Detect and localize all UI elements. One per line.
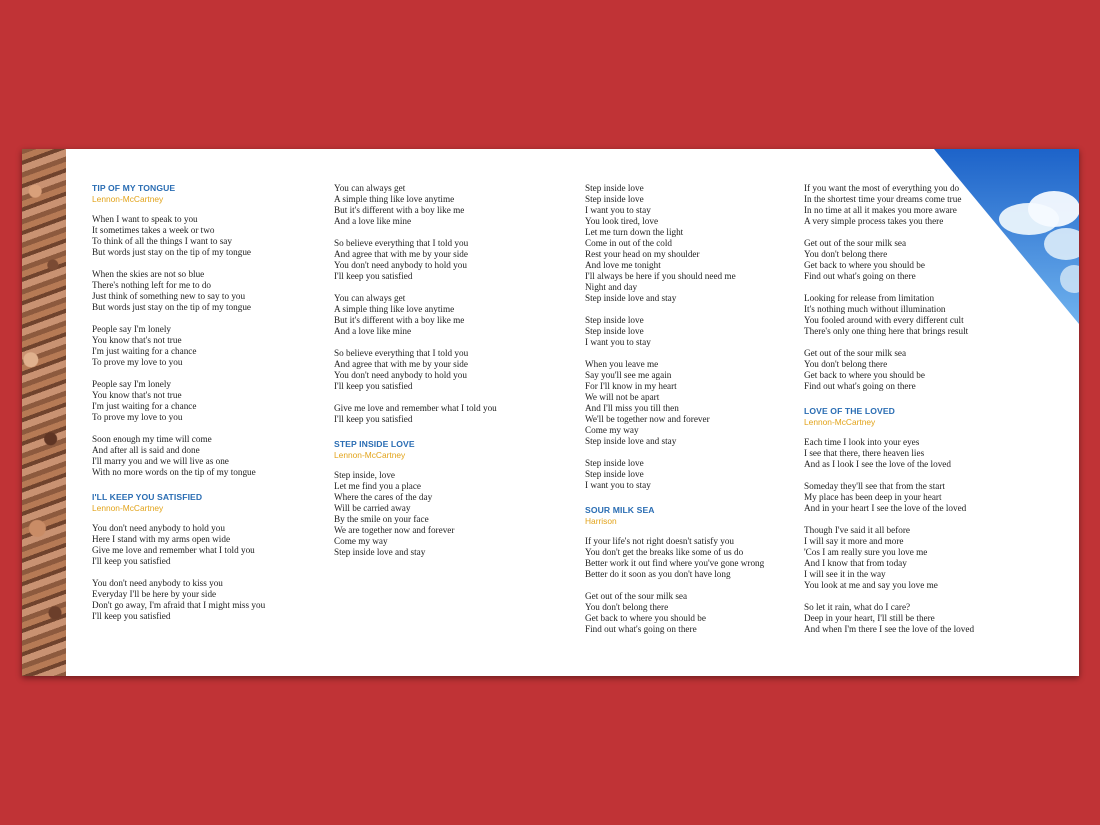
lyric-line: We are together now and forever xyxy=(334,525,455,535)
lyric-stanza xyxy=(334,403,497,425)
lyric-line: You fooled around with every different cult xyxy=(804,315,964,325)
lyric-stanza xyxy=(334,238,497,282)
song-author: Lennon-McCartney xyxy=(334,450,406,460)
lyric-line: But it's different with a boy like me xyxy=(334,205,465,215)
lyric-line: Get out of the sour milk sea xyxy=(585,591,688,601)
lyrics-column-4 xyxy=(804,183,974,649)
lyric-line: You know that's not true xyxy=(92,390,182,400)
song-block xyxy=(585,183,764,491)
lyric-stanza xyxy=(804,183,974,227)
lyric-line: So let it rain, what do I care? xyxy=(804,602,911,612)
lyric-line: Step inside love xyxy=(585,326,644,336)
lyric-line: You don't need anybody to hold you xyxy=(334,260,467,270)
lyric-line: Will be carried away xyxy=(334,503,411,513)
lyric-line: Step inside love xyxy=(585,183,644,193)
lyric-line: And when I'm there I see the love of the loved xyxy=(804,624,975,634)
lyric-line: Step inside love and stay xyxy=(585,436,677,446)
song-block xyxy=(92,492,265,622)
lyric-stanza xyxy=(585,458,764,491)
lyric-line: And agree that with me by your side xyxy=(334,249,468,259)
lyric-line: It's nothing much without illumination xyxy=(804,304,946,314)
lyric-line: You can always get xyxy=(334,293,406,303)
lyric-line: Let me turn down the light xyxy=(585,227,684,237)
lyric-stanza xyxy=(585,183,764,304)
lyric-line: Step inside love xyxy=(585,458,644,468)
lyric-line: I want you to stay xyxy=(585,480,651,490)
lyric-line: So believe everything that I told you xyxy=(334,348,469,358)
lyric-stanza xyxy=(804,293,974,337)
lyric-line: A simple thing like love anytime xyxy=(334,194,455,204)
song-author: Lennon-McCartney xyxy=(804,417,876,427)
lyric-line: Step inside love and stay xyxy=(334,547,426,557)
lyric-line: You look at me and say you love me xyxy=(804,580,938,590)
lyric-stanza xyxy=(585,536,764,580)
lyric-line: You don't belong there xyxy=(804,359,888,369)
lyric-line: When I want to speak to you xyxy=(92,214,198,224)
lyric-line: To prove my love to you xyxy=(92,357,183,367)
lyric-line: Someday they'll see that from the start xyxy=(804,481,945,491)
lyric-stanza xyxy=(92,324,265,368)
lyrics-column-2 xyxy=(334,183,497,572)
song-block xyxy=(804,183,974,392)
lyric-line: Step inside love xyxy=(585,315,644,325)
lyric-line: People say I'm lonely xyxy=(92,324,171,334)
lyric-line: To think of all the things I want to say xyxy=(92,236,232,246)
song-block xyxy=(334,439,497,558)
lyric-line: Find out what's going on there xyxy=(804,271,916,281)
lyric-line: A simple thing like love anytime xyxy=(334,304,455,314)
lyric-line: Get out of the sour milk sea xyxy=(804,238,907,248)
lyric-line: I want you to stay xyxy=(585,337,651,347)
lyric-line: You look tired, love xyxy=(585,216,659,226)
lyric-line: Find out what's going on there xyxy=(585,624,697,634)
lyric-line: I want you to stay xyxy=(585,205,651,215)
lyric-line: And I'll miss you till then xyxy=(585,403,679,413)
lyric-line: I'll marry you and we will live as one xyxy=(92,456,229,466)
lyric-line: Get back to where you should be xyxy=(804,370,925,380)
lyric-line: Step inside love xyxy=(585,194,644,204)
lyric-stanza xyxy=(92,523,265,567)
song-block xyxy=(92,183,265,478)
lyric-line: Where the cares of the day xyxy=(334,492,433,502)
lyric-stanza xyxy=(585,359,764,447)
lyric-line: I'll keep you satisfied xyxy=(92,556,171,566)
lyric-line: It sometimes takes a week or two xyxy=(92,225,215,235)
lyric-line: You don't need anybody to hold you xyxy=(92,523,225,533)
lyric-line: We'll be together now and forever xyxy=(585,414,710,424)
lyric-line: I see that there, there heaven lies xyxy=(804,448,925,458)
lyric-stanza xyxy=(585,591,764,635)
song-title: I'LL KEEP YOU SATISFIED xyxy=(92,492,203,502)
lyric-stanza xyxy=(804,348,974,392)
lyric-line: With no more words on the tip of my tongue xyxy=(92,467,256,477)
lyric-line: I'll keep you satisfied xyxy=(334,271,413,281)
lyric-line: You don't need anybody to kiss you xyxy=(92,578,223,588)
lyric-line: You don't get the breaks like some of us do xyxy=(585,547,744,557)
lyric-line: Deep in your heart, I'll still be there xyxy=(804,613,935,623)
lyric-line: Better work it out find where you've gone wrong xyxy=(585,558,765,568)
lyric-line: There's only one thing here that brings result xyxy=(804,326,969,336)
lyric-line: There's nothing left for me to do xyxy=(92,280,212,290)
lyric-line: If your life's not right doesn't satisfy you xyxy=(585,536,735,546)
lyric-line: And a love like mine xyxy=(334,216,412,226)
lyric-stanza xyxy=(804,481,974,514)
lyric-line: For I'll know in my heart xyxy=(585,381,677,391)
lyric-line: Give me love and remember what I told you xyxy=(92,545,255,555)
lyric-line: Step inside, love xyxy=(334,470,395,480)
song-block xyxy=(585,505,764,635)
lyric-line: Step inside love xyxy=(585,469,644,479)
lyric-line: I will say it more and more xyxy=(804,536,904,546)
lyric-line: My place has been deep in your heart xyxy=(804,492,942,502)
lyric-stanza xyxy=(334,183,497,227)
lyric-line: People say I'm lonely xyxy=(92,379,171,389)
lyric-stanza xyxy=(585,315,764,348)
lyric-line: And agree that with me by your side xyxy=(334,359,468,369)
lyric-line: But it's different with a boy like me xyxy=(334,315,465,325)
lyric-line: I'll keep you satisfied xyxy=(334,381,413,391)
lyric-stanza xyxy=(804,602,974,635)
lyric-line: When the skies are not so blue xyxy=(92,269,205,279)
lyric-line: By the smile on your face xyxy=(334,514,429,524)
lyric-line: Here I stand with my arms open wide xyxy=(92,534,231,544)
song-block xyxy=(804,406,974,635)
lyric-line: I will see it in the way xyxy=(804,569,886,579)
lyric-line: Night and day xyxy=(585,282,638,292)
lyrics-column-3 xyxy=(585,183,764,649)
lyric-line: 'Cos I am really sure you love me xyxy=(804,547,928,557)
lyric-line: When you leave me xyxy=(585,359,659,369)
song-author: Lennon-McCartney xyxy=(92,503,164,513)
lyric-line: So believe everything that I told you xyxy=(334,238,469,248)
lyric-line: And as I look I see the love of the loved xyxy=(804,459,951,469)
lyric-line: But words just stay on the tip of my tongue xyxy=(92,302,251,312)
lyric-stanza xyxy=(804,525,974,591)
lyric-stanza xyxy=(334,470,497,558)
lyric-line: Though I've said it all before xyxy=(804,525,911,535)
lyric-line: I'm just waiting for a chance xyxy=(92,401,197,411)
lyric-stanza xyxy=(334,348,497,392)
lyric-line: Find out what's going on there xyxy=(804,381,916,391)
lyric-line: Everyday I'll be here by your side xyxy=(92,589,217,599)
lyric-stanza xyxy=(92,434,265,478)
lyric-line: Better do it soon as you don't have long xyxy=(585,569,731,579)
song-block xyxy=(334,183,497,425)
lyric-stanza xyxy=(92,214,265,258)
lyric-line: And after all is said and done xyxy=(92,445,200,455)
lyric-line: I'll keep you satisfied xyxy=(334,414,413,424)
lyric-line: Get out of the sour milk sea xyxy=(804,348,907,358)
lyrics-booklet xyxy=(22,149,1079,676)
lyric-line: Step inside love and stay xyxy=(585,293,677,303)
lyric-line: Get back to where you should be xyxy=(585,613,706,623)
lyric-line: Come my way xyxy=(334,536,388,546)
song-author: Lennon-McCartney xyxy=(92,194,164,204)
lyric-line: And a love like mine xyxy=(334,326,412,336)
lyric-line: Come my way xyxy=(585,425,639,435)
lyric-stanza xyxy=(804,437,974,470)
song-title: LOVE OF THE LOVED xyxy=(804,406,895,416)
song-title: SOUR MILK SEA xyxy=(585,505,655,515)
lyric-line: Each time I look into your eyes xyxy=(804,437,920,447)
lyric-line: Come in out of the cold xyxy=(585,238,673,248)
lyric-line: Soon enough my time will come xyxy=(92,434,212,444)
lyric-line: Don't go away, I'm afraid that I might miss you xyxy=(92,600,266,610)
lyric-line: In no time at all it makes you more aware xyxy=(804,205,957,215)
lyric-stanza xyxy=(92,578,265,622)
lyric-line: And in your heart I see the love of the loved xyxy=(804,503,967,513)
lyric-line: Get back to where you should be xyxy=(804,260,925,270)
lyric-line: Give me love and remember what I told you xyxy=(334,403,497,413)
lyric-line: I'll always be here if you should need me xyxy=(585,271,736,281)
lyric-stanza xyxy=(92,269,265,313)
lyric-stanza xyxy=(804,238,974,282)
lyric-line: A very simple process takes you there xyxy=(804,216,944,226)
lyric-stanza xyxy=(92,379,265,423)
lyric-line: And I know that from today xyxy=(804,558,907,568)
lyric-line: To prove my love to you xyxy=(92,412,183,422)
song-title: TIP OF MY TONGUE xyxy=(92,183,176,193)
lyric-line: If you want the most of everything you do xyxy=(804,183,960,193)
lyric-stanza xyxy=(334,293,497,337)
song-title: STEP INSIDE LOVE xyxy=(334,439,415,449)
lyric-line: But words just stay on the tip of my tongue xyxy=(92,247,251,257)
lyric-line: I'm just waiting for a chance xyxy=(92,346,197,356)
lyric-line: You know that's not true xyxy=(92,335,182,345)
lyric-line: Say you'll see me again xyxy=(585,370,672,380)
lyric-line: Just think of something new to say to you xyxy=(92,291,246,301)
lyric-line: You don't need anybody to hold you xyxy=(334,370,467,380)
lyric-line: You can always get xyxy=(334,183,406,193)
lyric-line: Let me find you a place xyxy=(334,481,421,491)
lyric-line: And love me tonight xyxy=(585,260,661,270)
song-author: Harrison xyxy=(585,516,617,526)
lyric-line: Rest your head on my shoulder xyxy=(585,249,700,259)
lyric-line: You don't belong there xyxy=(585,602,669,612)
lyric-line: In the shortest time your dreams come true xyxy=(804,194,962,204)
lyrics-column-1 xyxy=(92,183,265,636)
lyric-line: I'll keep you satisfied xyxy=(92,611,171,621)
rock-texture-image xyxy=(22,149,66,676)
lyric-line: Looking for release from limitation xyxy=(804,293,935,303)
lyric-line: You don't belong there xyxy=(804,249,888,259)
lyric-line: We will not be apart xyxy=(585,392,660,402)
